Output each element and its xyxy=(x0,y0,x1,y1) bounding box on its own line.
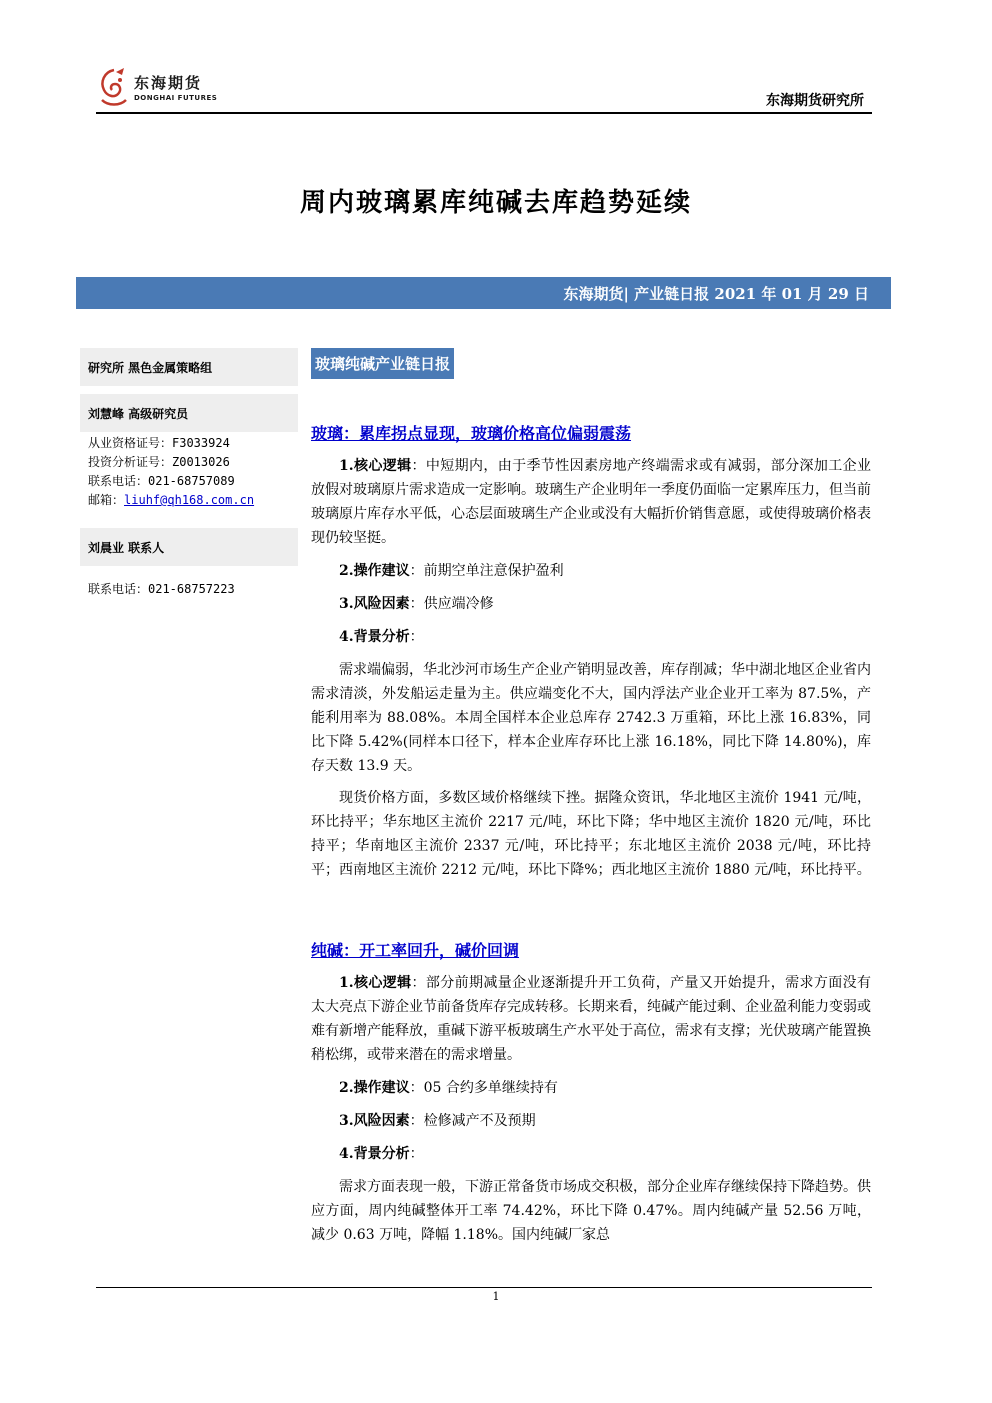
dept-label: 研究所 黑色金属策略组 xyxy=(80,348,298,386)
logo-text-en: DONGHAI FUTURES xyxy=(134,94,218,102)
soda-section-title[interactable]: 纯碱：开工率回升，碱价回调 xyxy=(311,941,520,960)
soda-logic xyxy=(311,971,871,1067)
report-content xyxy=(311,348,871,1247)
soda-background xyxy=(311,1142,871,1166)
soda-operation xyxy=(311,1076,871,1100)
soda-bg-colon: ： xyxy=(409,1146,424,1162)
email-link[interactable]: liuhf@qh168.com.cn xyxy=(124,493,255,507)
page-number: 1 xyxy=(492,1290,500,1303)
page-header xyxy=(96,60,872,118)
glass-section-title[interactable]: 玻璃：累库拐点显现，玻璃价格高位偏弱震荡 xyxy=(311,424,632,443)
phone-2: 联系电话：021-68757223 xyxy=(88,582,235,596)
email-label: 邮箱： xyxy=(88,493,125,507)
report-tag: 玻璃纯碱产业链日报 xyxy=(311,348,454,379)
license-2: 投资分析证号：Z0013026 xyxy=(88,455,230,469)
soda-risk xyxy=(311,1109,871,1133)
soda-logic-text: ：部分前期减量企业逐渐提升开工负荷，产量又开始提升，需求方面没有太大亮点下游企业节前备货库存完成转移。长期来看，纯碱产能过剩、企业盈利能力变弱或难有新增产能释放，重碱下游平板玻璃生产水平处于高位，需求有支撑；光伏玻璃产能置换稍松绑，或带来潜在的需求增量。 xyxy=(311,975,871,1063)
license-1: 从业资格证号：F3033924 xyxy=(88,436,230,450)
banner-text: 东海期货| 产业链日报 2021 年 01 月 29 日 xyxy=(563,285,869,303)
logo-text-cn: 东海期货 xyxy=(134,74,203,92)
glass-risk-text: ：供应端冷修 xyxy=(409,596,494,612)
soda-logic-label: 1.核心逻辑 xyxy=(339,975,412,991)
email-row xyxy=(80,491,298,510)
glass-bg-paragraph-1: 需求端偏弱，华北沙河市场生产企业产销明显改善，库存削减；华中湖北地区企业省内需求清淡，外发船运走量为主。供应端变化不大，国内浮法产业企业开工率为 87.5%，产能利用率为 88.08%。本周全国样本企业总库存 2742.3 万重箱，环比上涨 16.83%，同比下降 5.42%(同样本口径下，样本企业库存环比上涨 16.18%，同比下降 14.80%)，库存天数 13.9 天。 xyxy=(311,662,871,774)
glass-background xyxy=(311,625,871,649)
glass-logic-label: 1.核心逻辑 xyxy=(339,458,412,474)
company-logo xyxy=(96,66,236,114)
soda-bg-label: 4.背景分析 xyxy=(339,1146,410,1162)
author-sidebar xyxy=(80,348,298,599)
report-title: 周内玻璃累库纯碱去库趋势延续 xyxy=(299,188,692,218)
header-divider xyxy=(96,112,872,114)
glass-risk xyxy=(311,592,871,616)
dragon-logo-icon xyxy=(96,66,132,110)
soda-risk-label: 3.风险因素 xyxy=(339,1113,410,1129)
report-banner xyxy=(76,277,891,309)
glass-bg-label: 4.背景分析 xyxy=(339,629,410,645)
soda-bg-paragraph-1: 需求方面表现一般，下游正常备货市场成交积极，部分企业库存继续保持下降趋势。供应方面，周内纯碱整体开工率 74.42%，环比下降 0.47%。周内纯碱产量 52.56 万吨，减少 0.63 万吨，降幅 1.18%。国内纯碱厂家总 xyxy=(311,1179,871,1243)
footer-divider xyxy=(96,1287,872,1288)
glass-risk-label: 3.风险因素 xyxy=(339,596,410,612)
glass-bg-colon: ： xyxy=(409,629,424,645)
glass-op-label: 2.操作建议 xyxy=(339,563,410,579)
glass-operation xyxy=(311,559,871,583)
soda-op-label: 2.操作建议 xyxy=(339,1080,410,1096)
glass-bg-paragraph-2: 现货价格方面，多数区域价格继续下挫。据隆众资讯，华北地区主流价 1941 元/吨，环比持平；华东地区主流价 2217 元/吨，环比下降；华中地区主流价 1820 元/吨，环比持平；华南地区主流价 2337 元/吨，环比持平；东北地区主流价 2038 元/吨，环比持平；西南地区主流价 2212 元/吨，环比下降%；西北地区主流价 1880 元/吨，环比持平。 xyxy=(311,790,871,878)
institute-name: 东海期货研究所 xyxy=(766,93,864,109)
glass-op-text: ：前期空单注意保护盈利 xyxy=(409,563,564,579)
soda-risk-text: ：检修减产不及预期 xyxy=(409,1113,536,1129)
phone-1: 联系电话：021-68757089 xyxy=(88,474,235,488)
analyst-1-name: 刘慧峰 高级研究员 xyxy=(80,394,298,432)
glass-logic-text: ：中短期内，由于季节性因素房地产终端需求或有减弱，部分深加工企业放假对玻璃原片需求造成一定影响。玻璃生产企业明年一季度仍面临一定累库压力，但当前玻璃原片库存水平低，心态层面玻璃生产企业或没有大幅折价销售意愿，或使得玻璃价格表现仍较坚挺。 xyxy=(311,458,871,546)
soda-op-text: ：05 合约多单继续持有 xyxy=(409,1080,558,1096)
glass-logic xyxy=(311,454,871,550)
analyst-2-name: 刘晨业 联系人 xyxy=(80,528,298,566)
